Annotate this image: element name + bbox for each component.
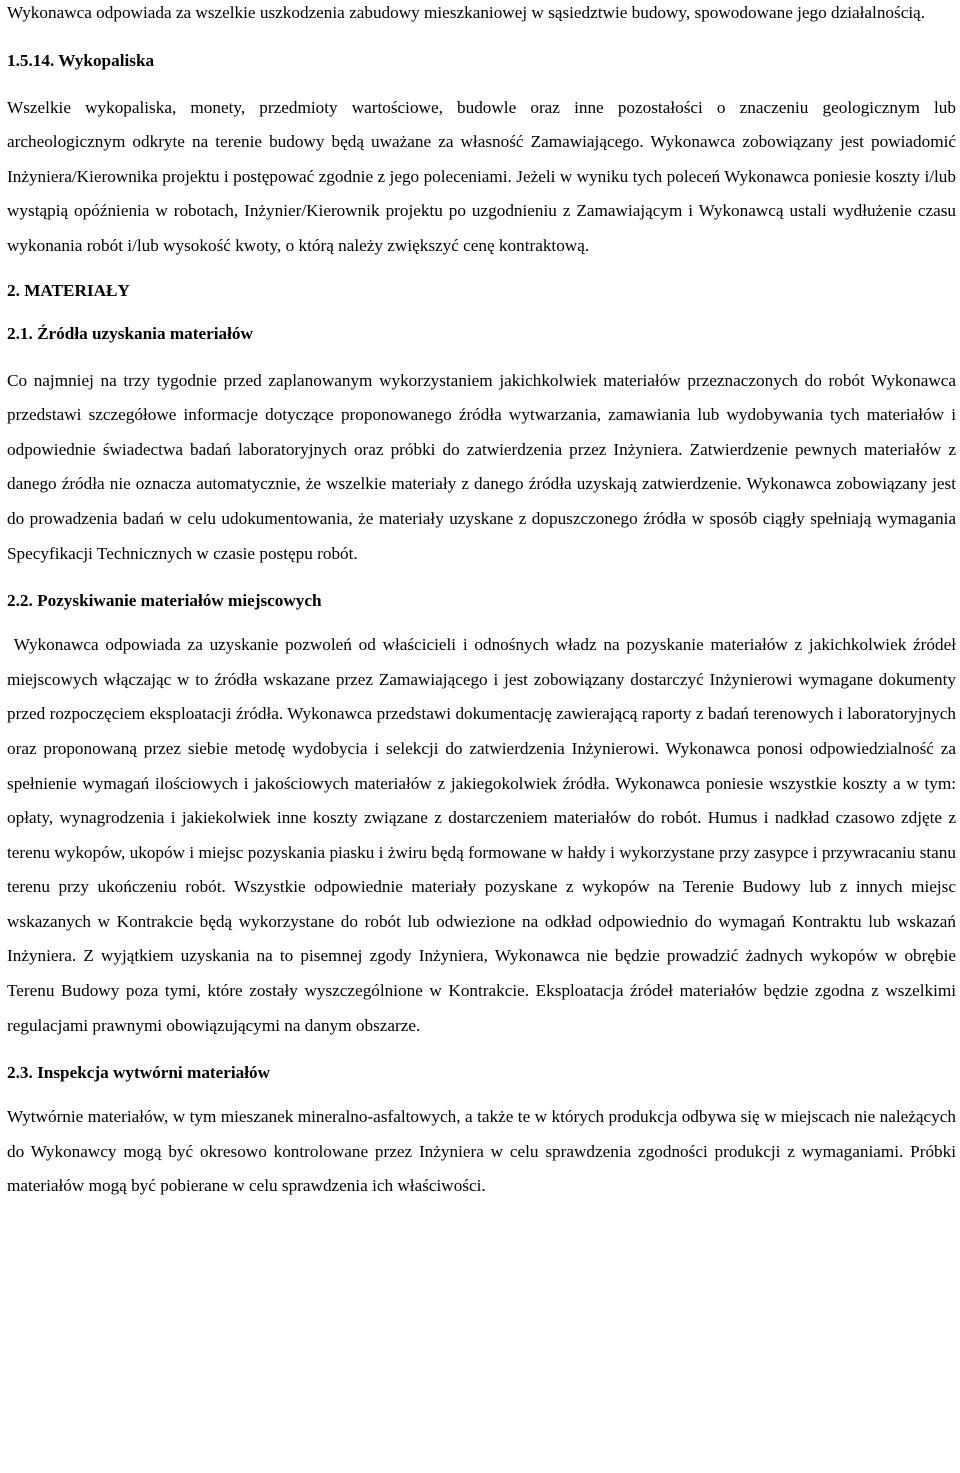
section-1-5-14-body: Wszelkie wykopaliska, monety, przedmioty wartościowe, budowle oraz inne pozostałości o znaczeniu geologicznym lub archeologicznym odkryte na terenie budowy będą uważane za własność Zamawiającego. Wykonawca zobowiązany jest powiadomić Inżyniera/Kierownika projektu i postępować zgodnie z jego poleceniami. Jeżeli w wyniku tych poleceń Wykonawca poniesie koszty i/lub wystąpią opóźnienia w robotach, Inżynier/Kierownik projektu po uzgodnieniu z Zamawiającym i Wykonawcą ustali wydłużenie czasu wykonania robót i/lub wysokość kwoty, o którą należy zwiększyć cenę kontraktową. [7,97,956,255]
section-1-5-14-heading: 1.5.14. Wykopaliska [7,50,155,70]
section-2-2-heading: 2.2. Pozyskiwanie materiałów miejscowych [7,591,322,611]
section-2-1-body: Co najmniej na trzy tygodnie przed zaplanowanym wykorzystaniem jakichkolwiek materiałów przeznaczonych do robót Wykonawca przedstawi szczegółowe informacje dotyczące proponowanego źródła wytwarzania, zamawiania lub wydobywania tych materiałów i odpowiednie świadectwa badań laboratoryjnych oraz próbki do zatwierdzenia przez Inżyniera. Zatwierdzenie pewnych materiałów z danego źródła nie oznacza automatycznie, że wszelkie materiały z danego źródła uzyskają zatwierdzenie. Wykonawca zobowiązany jest do prowadzenia badań w celu udokumentowania, że materiały uzyskane z dopuszczonego źródła w sposób ciągły spełniają wymagania Specyfikacji Technicznych w czasie postępu robót. [7,370,956,563]
section-2-heading: 2. MATERIAŁY [7,280,130,300]
document-page [7,0,960,1204]
section-2-1-heading: 2.1. Źródła uzyskania materiałów [7,323,253,343]
section-2-2-body: Wykonawca odpowiada za uzyskanie pozwoleń od właścicieli i odnośnych władz na pozyskanie materiałów z jakichkolwiek źródeł miejscowych włączając w to źródła wskazane przez Zamawiającego i jest zobowiązany dostarczyć Inżynierowi wymagane dokumenty przed rozpoczęciem eksploatacji źródła. Wykonawca przedstawi dokumentację zawierającą raporty z badań terenowych i laboratoryjnych oraz proponowaną przez siebie metodę wydobycia i selekcji do zatwierdzenia Inżynierowi. Wykonawca ponosi odpowiedzialność za spełnienie wymagań ilościowych i jakościowych materiałów z jakiegokolwiek źródła. Wykonawca poniesie wszystkie koszty a w tym: opłaty, wynagrodzenia i jakiekolwiek inne koszty związane z dostarczeniem materiałów do robót. Humus i nadkład czasowo zdjęte z terenu wykopów, ukopów i miejsc pozyskania piasku i żwiru będą formowane w hałdy i wykorzystane przy zasypce i przywracaniu stanu terenu przy ukończeniu robót. Wszystkie odpowiednie materiały pozyskane z wykopów na Terenie Budowy lub z innych miejsc wskazanych w Kontrakcie będą wykorzystane do robót lub odwiezione na odkład odpowiednio do wymagań Kontraktu lub wskazań Inżyniera. Z wyjątkiem uzyskania na to pisemnej zgody Inżyniera, Wykonawca nie będzie prowadzić żadnych wykopów w obrębie Terenu Budowy poza tymi, które zostały wyszczególnione w Kontrakcie. Eksploatacja źródeł materiałów będzie zgodna z wszelkimi regulacjami prawnymi obowiązującymi na danym obszarze. [7,635,960,1035]
intro-paragraph: Wykonawca odpowiada za wszelkie uszkodzenia zabudowy mieszkaniowej w sąsiedztwie budowy, spowodowane jego działalnością. [7,3,926,22]
section-2-3-heading: 2.3. Inspekcja wytwórni materiałów [7,1063,271,1083]
section-2-3-body: Wytwórnie materiałów, w tym mieszanek mineralno-asfaltowych, a także te w których produkcja odbywa się w miejscach nie należących do Wykonawcy mogą być okresowo kontrolowane przez Inżyniera w celu sprawdzenia zgodności produkcji z wymaganiami. Próbki materiałów mogą być pobierane w celu sprawdzenia ich właściwości. [7,1107,956,1196]
